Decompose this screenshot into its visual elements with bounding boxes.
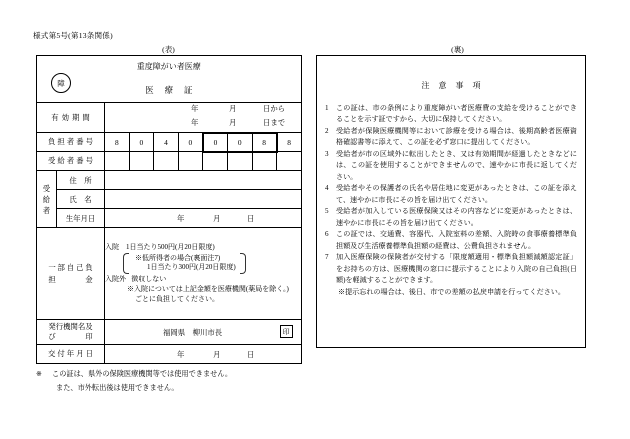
recipient-digit[interactable]: [129, 152, 154, 171]
recipient-digit[interactable]: [252, 152, 277, 171]
payer-digit[interactable]: 0: [129, 133, 154, 152]
notice-number: 2: [325, 126, 329, 135]
footnote-text1: この証は、県外の保険医療機関等では使用できません。: [52, 370, 233, 378]
notice-text: 受給者が市の区域外に転出したとき、又は有効期間が経過したときなどには、この証を使用することができませんので、速やかに市長に返してください。: [336, 149, 577, 181]
name-value[interactable]: [105, 190, 302, 209]
payer-digit[interactable]: 4: [154, 133, 179, 152]
recipient-digit[interactable]: [154, 152, 179, 171]
validity-to-line: [105, 117, 301, 132]
dob-label: 生年月日: [57, 209, 105, 228]
certificate-title: 重度障がい者医療: [136, 62, 201, 71]
copayment-note-line2: ごとに負担してください。: [135, 295, 219, 304]
footnote: [36, 368, 326, 395]
validity-to-year: 年: [191, 118, 199, 127]
notice-item: [325, 229, 577, 252]
payer-digit[interactable]: 0: [203, 133, 228, 152]
notice-number: 3: [325, 149, 329, 158]
notice-text: 受給者やその保護者の氏名や居住地に変更があったときは、この証を添えて、速やかに市長にその旨を届け出てください。: [336, 184, 577, 204]
inpatient-label: 入院: [105, 243, 119, 252]
validity-period-row: [37, 103, 302, 133]
payer-digit[interactable]: 8: [252, 133, 277, 152]
copayment-details: [105, 228, 302, 320]
issuer-label-line2: び 印: [48, 332, 93, 341]
notice-title: 注意事項: [421, 81, 490, 90]
notice-item: [325, 183, 577, 206]
recipient-vertical-label: [37, 171, 57, 228]
notice-item: [325, 252, 577, 286]
dob-month: 月: [213, 214, 221, 223]
notice-text: この証では、交通費、容器代、入院室料の差額、入院時の食事療養標準負担額及び生活療養標準負担額の経費は、公費負担されません。: [336, 230, 577, 250]
recipient-number-row: [37, 152, 302, 171]
inpatient-line: [105, 242, 301, 252]
issue-date-year: 年: [177, 350, 185, 359]
payer-digit[interactable]: 0: [178, 133, 203, 152]
outpatient-amount: 徴収しない: [131, 275, 167, 284]
inpatient-amount: 1日当たり500円(月20日限度): [126, 243, 215, 252]
seal-icon: 印: [280, 325, 293, 338]
recipient-name-row: [37, 190, 302, 209]
front-side-tag: (表): [162, 45, 175, 54]
dob-year: 年: [177, 214, 185, 223]
back-panel: [316, 55, 586, 348]
address-label: 住 所: [57, 171, 105, 190]
recipient-dob-row: [37, 209, 302, 228]
payer-digit[interactable]: 8: [277, 133, 301, 152]
payer-number-label: 負担者番号: [37, 133, 105, 152]
low-income-amount: 1日当たり300円(月20日限度): [147, 263, 236, 272]
notice-text: 受給者が保険医療機関等において診療を受ける場合は、後期高齢者医療資格確認書等に添えて、この証を必ず窓口に提出してください。: [336, 126, 577, 147]
notice-sub-note: ※提示忘れの場合は、後日、市での差額の払戻申請を行ってください。: [338, 287, 565, 296]
issuer-label: [37, 320, 105, 345]
recipient-digit[interactable]: [105, 152, 130, 171]
validity-from-month: 月: [229, 104, 237, 113]
dob-value[interactable]: [105, 209, 302, 228]
recipient-number-label: 受給者番号: [37, 152, 105, 171]
notice-item: [325, 103, 577, 126]
notice-item: [325, 206, 577, 229]
notice-text: 受給者が加入している医療保険又はその内容などに変更があったときは、速やかに市長にその旨を届け出てください。: [336, 207, 577, 227]
validity-from-line: [105, 103, 301, 118]
front-panel: [36, 55, 301, 364]
issuer-row: [37, 320, 302, 345]
issue-date-month: 月: [213, 350, 221, 359]
recipient-vertical-char: 受: [42, 183, 51, 193]
issue-date-row: [37, 345, 302, 364]
outpatient-line: [105, 274, 301, 284]
notice-number: 4: [325, 184, 329, 193]
copayment-row: [37, 228, 302, 320]
validity-from-day: 日から: [263, 104, 286, 113]
recipient-digit[interactable]: [277, 152, 301, 171]
notice-number: 7: [325, 253, 329, 262]
notice-item: [325, 149, 577, 183]
recipient-vertical-char: 者: [42, 205, 51, 215]
certificate-header: [37, 56, 302, 103]
recipient-address-row: [37, 171, 302, 190]
back-side-tag: (裏): [451, 45, 464, 54]
low-income-bracket: [123, 253, 246, 275]
issuer-value: [105, 320, 302, 345]
notice-list: [325, 103, 577, 298]
notice-text: この証は、市の条例により重度障がい者医療費の支給を受けることができることを示す証ですから、大切に保持してください。: [336, 104, 577, 124]
issue-date-value[interactable]: [105, 345, 302, 364]
address-value[interactable]: [105, 171, 302, 190]
footnote-mark: ※: [36, 370, 43, 378]
low-income-note: ※低所得者の場合(裏面注7): [135, 253, 221, 262]
validity-period-label: 有効期間: [37, 103, 105, 133]
certificate-header-row: [37, 56, 302, 103]
recipient-digit[interactable]: [178, 152, 203, 171]
issuer-label-line1: 発行機関名及: [48, 322, 93, 332]
form-number: 様式第5号(第13条関係): [33, 31, 113, 40]
notice-text: 加入医療保険の保険者が交付する「限度額適用・標準負担額減額認定証」をお持ちの方は、医療機関の窓口に提示することにより入院の自己負担(日額)を軽減することができます。: [336, 253, 577, 285]
outpatient-label: 入院外: [105, 275, 126, 284]
issue-date-day: 日: [247, 350, 255, 359]
payer-digit[interactable]: 0: [227, 133, 252, 152]
dob-day: 日: [247, 214, 255, 223]
notice-number: 5: [325, 207, 329, 216]
payer-digit[interactable]: 8: [105, 133, 130, 152]
payer-number-row: [37, 133, 302, 152]
footnote-line2: また、市外転出後は使用できません。: [56, 383, 179, 392]
footnote-line1: [36, 368, 326, 382]
validity-to-month: 月: [229, 118, 237, 127]
copayment-label-line2: 担 金: [48, 274, 93, 284]
notice-number: 1: [325, 104, 329, 112]
name-label: 氏 名: [57, 190, 105, 209]
notice-number: 6: [325, 230, 329, 239]
certificate-subtitle: 医療証: [145, 86, 204, 95]
issue-date-label: 交付年月日: [37, 345, 105, 364]
validity-from-year: 年: [191, 104, 199, 113]
recipient-digit[interactable]: [227, 152, 252, 171]
validity-to-day: 日まで: [263, 118, 286, 127]
recipient-digit[interactable]: [203, 152, 228, 171]
validity-period-value[interactable]: [105, 103, 302, 133]
notice-item: [325, 126, 577, 149]
issuer-name: 福岡県 柳川市長: [163, 328, 223, 337]
recipient-vertical-char: 給: [42, 194, 51, 204]
copayment-note-line1: ※入院については上記金額を医療機関(薬局を除く。): [127, 285, 289, 294]
disability-stamp-icon: 障: [51, 73, 71, 93]
certificate-table: [36, 55, 302, 364]
copayment-label: [37, 228, 105, 320]
copayment-label-line1: 一 部 自 己 負: [48, 263, 93, 273]
